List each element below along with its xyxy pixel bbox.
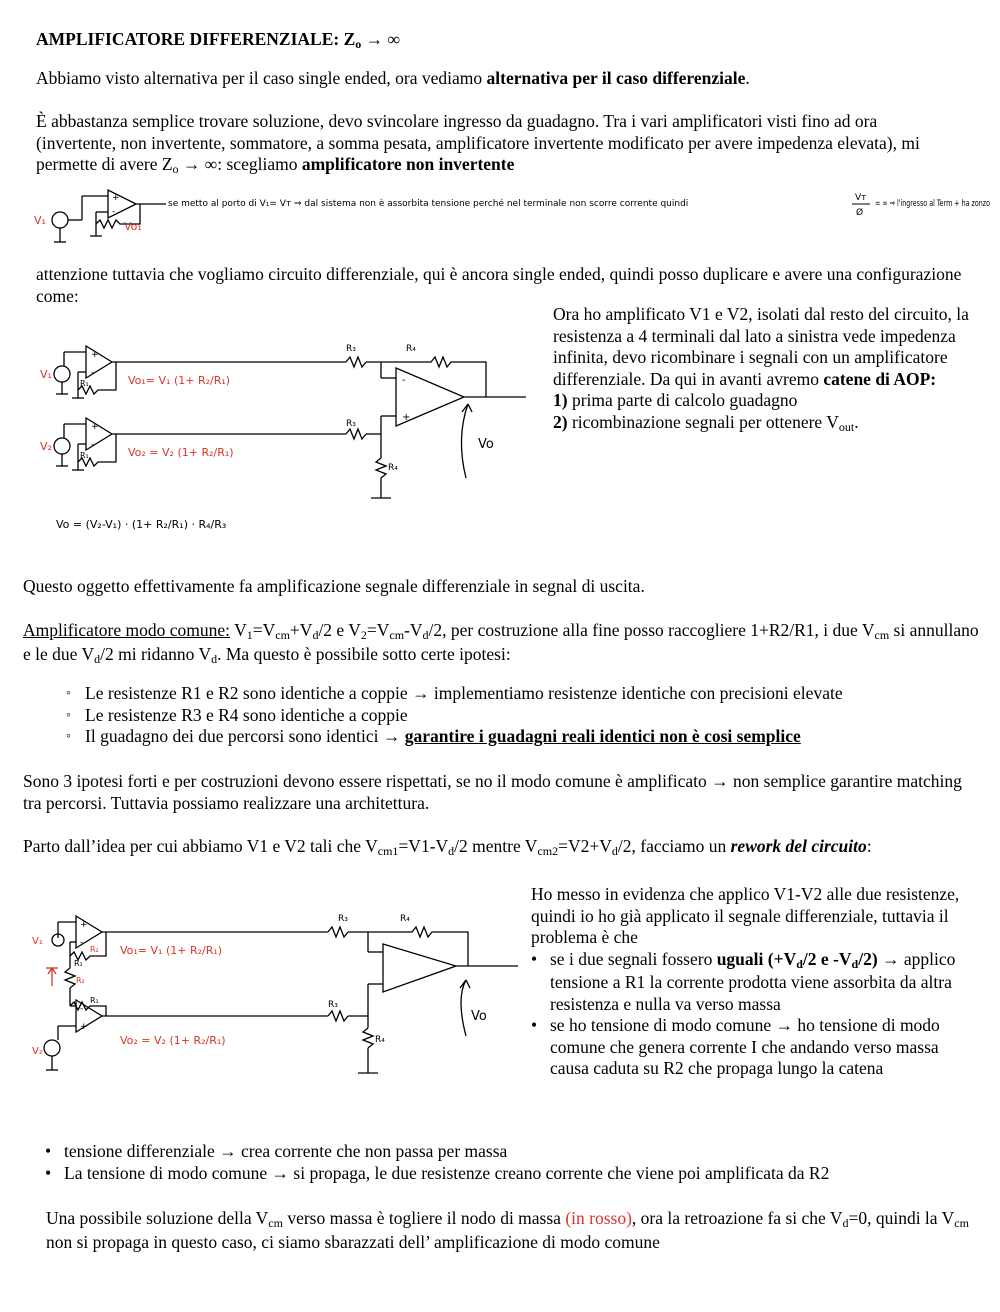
fig2-r3-top: R₃ — [346, 344, 356, 354]
fig3-v2-label: V₂ — [32, 1046, 43, 1057]
fig3-r2-top: R₂ — [90, 945, 99, 954]
fig1-handwritten-note: se metto al porto di V₁= Vт ⇒ dal sistema non è assorbita tensione perché nel terminale non scorre corrente quindi — [168, 199, 689, 209]
svg-text:-: - — [91, 440, 95, 450]
list-item: • tensione differenziale → crea corrente che non passa per massa — [64, 1141, 989, 1163]
svg-text:+: + — [80, 1022, 88, 1032]
paragraph-common-mode: Amplificatore modo comune: V1=Vcm+Vd/2 e V2=Vcm-Vd/2, per costruzione alla fine posso raccogliere 1+R2/R1, i due Vcm si annullano e le due Vd/2 mi ridanno Vd. Ma questo è possibile sotto certe ipotesi: — [23, 620, 979, 666]
fig2-r3-bottom: R₃ — [346, 419, 356, 429]
fig3-vo-label: Vo — [471, 1009, 487, 1024]
figure-differential-chain — [36, 338, 536, 548]
figure-rework-circuit — [28, 908, 528, 1083]
fig3-vo1-label: Vo₁= V₁ (1+ R₂/R₁) — [120, 944, 223, 957]
page-title: AMPLIFICATORE DIFFERENZIALE: Zo → ∞ — [36, 29, 400, 51]
paragraph-conclusion: Una possibile soluzione della Vcm verso massa è togliere il nodo di massa (in rosso), ora la retroazione fa si che Vd=0, quindi la Vcm non si propaga in questo caso, ci siamo sbarazzati dell’ amplificazione di modo comune — [46, 1208, 969, 1252]
svg-text:+: + — [91, 422, 99, 432]
svg-text:+: + — [402, 412, 411, 423]
fig1-v1-label: V₁ — [34, 214, 46, 227]
list-item: ◦ Le resistenze R1 e R2 sono identiche a coppie → implementiamo resistenze identiche con precisioni elevate — [85, 683, 990, 705]
fig3-r1-top: R₁ — [74, 959, 83, 968]
paragraph-chain: Ora ho amplificato V1 e V2, isolati dal resto del circuito, la resistenza a 4 terminali dal lato a sinistra vede impedenza infinita, devo ricombinare i segnali con un amplificatore differenziale. Da qui in avanti avremo catene di AOP: 1) prima parte di calcolo guadagno 2) ricombinazione segnali per ottenere Vout. — [553, 304, 969, 434]
fig1-frac-den: Ø — [856, 208, 864, 218]
list-item: ◦ Le resistenze R3 e R4 sono identiche a coppie — [85, 705, 990, 727]
figure-non-inverting-amp — [30, 184, 990, 250]
paragraph-intro: Abbiamo visto alternativa per il caso single ended, ora vediamo alternativa per il caso differenziale. — [36, 68, 750, 88]
svg-text:-: - — [80, 1004, 84, 1014]
fig2-r1-bottom: R₁ — [80, 451, 89, 460]
list-item: ◦ Il guadagno dei due percorsi sono identici → garantire i guadagni reali identici non è cosi semplice — [85, 726, 990, 748]
fig3-r3-bottom: R₃ — [328, 1000, 338, 1010]
svg-text:-: - — [112, 207, 116, 217]
fig2-v1-label: V₁ — [40, 368, 52, 381]
summary-list — [64, 1141, 989, 1184]
fig1-frac-tail: = ∞ ⇒ l'ingresso al Term + ha zonzo — [875, 199, 990, 209]
fig2-vo-label: Vo — [478, 437, 494, 452]
fig2-r4-bottom: R₄ — [388, 463, 398, 473]
list-item: • La tensione di modo comune → si propaga, le due resistenze creano corrente che viene poi amplificata da R2 — [64, 1163, 989, 1185]
paragraph-solution: È abbastanza semplice trovare soluzione, devo svincolare ingresso da guadagno. Tra i vari amplificatori visti fino ad ora (invertente, non invertente, sommatore, a somma pesata, amplificatore invertente modificato per avere impedenza elevata), mi permette di avere Zo → ∞: scegliamo amplificatore non invertente — [36, 111, 920, 176]
fig3-r4-bottom: R₄ — [375, 1035, 385, 1045]
fig2-r4-top: R₄ — [406, 344, 416, 354]
fig2-vo1-label: Vo₁= V₁ (1+ R₂/R₁) — [128, 374, 231, 387]
fig2-vo2-label: Vo₂ = V₂ (1+ R₂/R₁) — [128, 446, 234, 459]
fig3-r2-bottom: R₂ — [76, 976, 85, 985]
fig1-frac-num: Vт — [855, 193, 867, 203]
paragraph-rework: Parto dall’idea per cui abbiamo V1 e V2 tali che Vcm1=V1-Vd/2 mentre Vcm2=V2+Vd/2, facciamo un rework del circuito: — [23, 836, 872, 858]
list-item: • se ho tensione di modo comune → ho tensione di modo comune che genera corrente I che andando verso massa causa caduta su R2 che propaga lungo la catena — [550, 1015, 971, 1080]
fig3-r3-top: R₃ — [338, 914, 348, 924]
svg-text:-: - — [80, 938, 84, 948]
svg-text:-: - — [402, 375, 406, 386]
fig3-r4-top: R₄ — [400, 914, 410, 924]
hypothesis-list — [85, 683, 990, 748]
list-item: • se i due segnali fossero uguali (+Vd/2 e -Vd/2) → applico tensione a R1 la corrente prodotta viene assorbita da altra resistenza e nulla va verso massa — [550, 949, 971, 1016]
fig3-r1-bottom: R₁ — [90, 996, 99, 1005]
fig1-vo1-label: Vo₁ — [124, 220, 142, 233]
svg-text:+: + — [112, 193, 120, 203]
svg-text:-: - — [91, 368, 95, 378]
paragraph-rework-explain: Ho messo in evidenza che applico V1-V2 alle due resistenze, quindi io ho già applicato il segnale differenziale, tuttavia il problema è che • se i due segnali fossero uguali (+Vd/2 e -Vd/2) → applico tensione a R1 la corrente prodotta viene assorbita da altra resistenza e nulla va verso massa • se ho tensione di modo comune → ho tensione di modo comune che genera corrente I che andando verso massa causa caduta su R2 che propaga lungo la catena — [531, 884, 971, 1080]
fig3-v1-label: V₁ — [32, 936, 43, 947]
paragraph-duplicate: attenzione tuttavia che vogliamo circuito differenziale, qui è ancora single ended, quindi posso duplicare e avere una configurazione come: — [36, 264, 962, 306]
svg-text:+: + — [80, 920, 88, 930]
fig3-vo2-label: Vo₂ = V₂ (1+ R₂/R₁) — [120, 1034, 226, 1047]
paragraph-object: Questo oggetto effettivamente fa amplificazione segnale differenziale in segnal di uscita. — [23, 576, 645, 596]
fig2-v2-label: V₂ — [40, 440, 52, 453]
svg-text:+: + — [91, 350, 99, 360]
fig2-formula: Vo = (V₂-V₁) · (1+ R₂/R₁) · R₄/R₃ — [56, 518, 227, 531]
fig2-r1-top: R₁ — [80, 379, 89, 388]
paragraph-hypotheses: Sono 3 ipotesi forti e per costruzioni devono essere rispettati, se no il modo comune è amplificato → non semplice garantire matching tra percorsi. Tuttavia possiamo realizzare una architettura. — [23, 771, 962, 813]
